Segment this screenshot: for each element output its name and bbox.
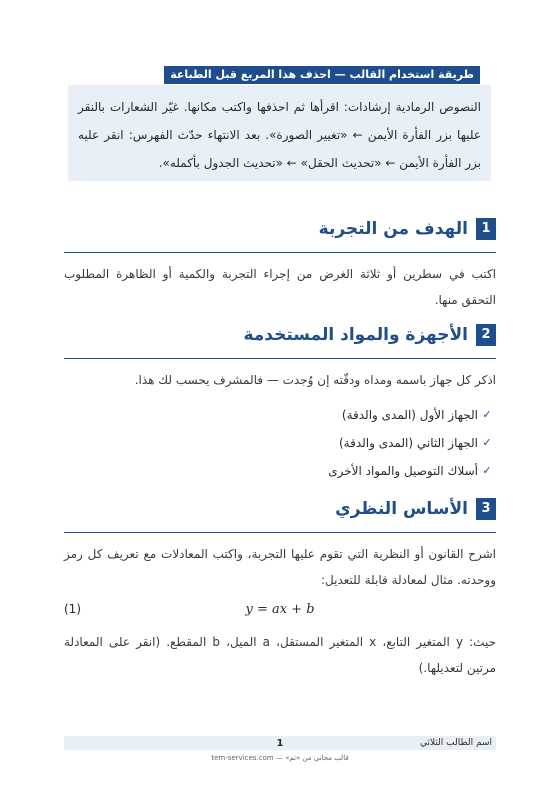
- footer: [64, 736, 496, 750]
- section-number: 3: [476, 498, 496, 520]
- page-number: 1: [276, 737, 284, 749]
- section-theory: [64, 494, 496, 681]
- list-item: [64, 457, 496, 485]
- instruction-box: النصوص الرمادية إرشادات: اقرأها ثم احذفها واكتب مكانها. غيّر الشعارات بالنقر عليها بزر الفأرة الأيمن ← «تغيير الصورة». بعد الانتهاء حدّث الفهرس: انقر عليه بزر الفأرة الأيمن ← «تحديث الحقل» ← «تحديث الجدول بأكمله».: [68, 85, 491, 181]
- footer-credit: قالب مجاني من «تم» — tem-services.com: [211, 754, 349, 762]
- section-rule: [64, 252, 496, 253]
- footer-student-name: اسم الطالب الثلاثي: [419, 738, 492, 748]
- list-item-label: أسلاك التوصيل والمواد الأخرى: [328, 464, 478, 478]
- check-icon: ✓: [482, 436, 492, 449]
- section-text: اكتب في سطرين أو ثلاثة الغرض من إجراء التجربة والكمية أو الظاهرة المطلوب التحقق منها.: [64, 267, 496, 307]
- section-title: الأجهزة والمواد المستخدمة: [243, 325, 468, 345]
- equation[interactable]: y = ax + b: [245, 601, 315, 617]
- equation-number: (1): [64, 601, 81, 616]
- check-icon: ✓: [482, 408, 492, 421]
- section-heading: [64, 214, 496, 244]
- list-item-label: الجهاز الأول (المدى والدقة): [341, 408, 478, 422]
- section-text: اذكر كل جهاز باسمه ومداه ودقّته إن وُجدت — فالمشرف يحسب لك هذا.: [134, 373, 496, 387]
- list-item: [64, 429, 496, 457]
- section-number: 1: [476, 218, 496, 240]
- check-icon: ✓: [482, 464, 492, 477]
- section-heading: [64, 320, 496, 350]
- section-number: 2: [476, 324, 496, 346]
- section-title: الهدف من التجربة: [318, 219, 468, 239]
- section-rule: [64, 532, 496, 533]
- section-text: اشرح القانون أو النظرية التي تقوم عليها التجربة، واكتب المعادلات مع تعريف كل رمز ووحدته. مثال لمعادلة قابلة للتعديل:: [64, 547, 496, 587]
- equation-explanation: حيث: y المتغير التابع، x المتغير المستقل، a الميل، b المقطع. (انقر على المعادلة مرتين لتعديلها.): [64, 635, 497, 675]
- list-item: [64, 401, 496, 429]
- list-item-label: الجهاز الثاني (المدى والدقة): [338, 436, 478, 450]
- equipment-list: [64, 401, 496, 485]
- section-heading: [64, 494, 496, 524]
- section-title: الأساس النظري: [335, 499, 468, 519]
- section-equipment: [64, 320, 496, 485]
- instruction-label: طريقة استخدام القالب — احذف هذا المربع قبل الطباعة: [164, 66, 480, 84]
- section-rule: [64, 358, 496, 359]
- section-objective: [64, 214, 496, 313]
- equation-row: [64, 597, 496, 621]
